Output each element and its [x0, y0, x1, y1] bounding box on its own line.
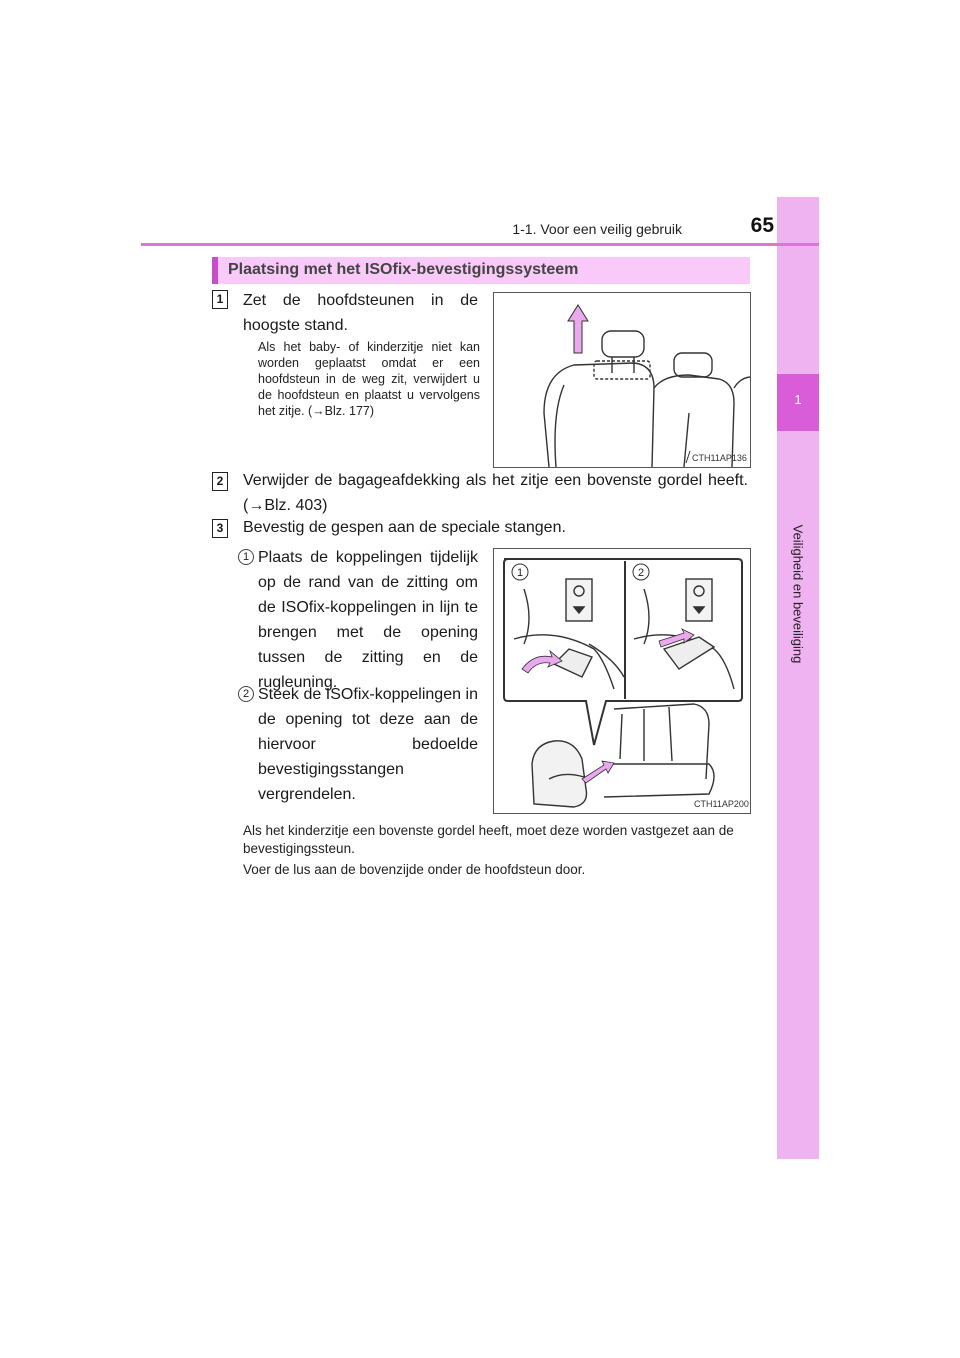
note-top-tether: Als het kinderzitje een bovenste gordel heeft, moet deze worden vastgezet aan de bevestigingssteun.	[243, 823, 734, 856]
step-number-1: 1	[212, 290, 228, 309]
substep-1-text: Plaats de koppelingen tijdelijk op de rand van de zitting om de ISOfix-koppelingen in lijn te brengen met de opening tussen de zitting en de rugleuning.	[258, 549, 478, 691]
header-rule	[141, 243, 819, 246]
isofix-illustration	[494, 549, 750, 813]
section-heading-text: Plaatsing met het ISOfix-bevestigingssysteem	[228, 261, 579, 278]
page-number: 65	[750, 214, 774, 237]
step-number-2: 2	[212, 472, 228, 491]
figure-isofix-attach	[493, 548, 751, 814]
step-3-text: Bevestig de gespen aan de speciale stangen.	[243, 519, 566, 536]
figure-1-code: CTH11AP136	[692, 453, 747, 463]
figure-2-code: CTH11AP200	[694, 799, 749, 809]
step-2-text: Verwijder de bagageafdekking als het zitje een bovenste gordel heeft. (→Blz. 403)	[243, 472, 748, 514]
figure-2-callout-1: 1	[516, 567, 524, 579]
section-heading	[212, 257, 750, 284]
step-1-text: Zet de hoofdsteunen in de hoogste stand.	[243, 292, 478, 334]
step-1-note: Als het baby- of kinderzitje niet kan worden geplaatst omdat er een hoofdsteun in de weg zit, verwijdert u de hoofdsteun en plaatst u vervolgens het zitje. (→Blz. 177)	[258, 340, 480, 418]
note-loop: Voer de lus aan de bovenzijde onder de hoofdsteun door.	[243, 862, 586, 877]
substep-number-2: 2	[238, 686, 254, 702]
up-arrow-icon	[568, 305, 588, 353]
chapter-number: 1	[794, 392, 802, 407]
seat-headrest-illustration	[494, 293, 750, 467]
header-section-title: 1-1. Voor een veilig gebruik	[512, 221, 682, 237]
chapter-label: Veiligheid en beveiliging	[790, 524, 806, 664]
insert-arrow-icon	[522, 651, 562, 673]
attach-arrow-icon	[582, 761, 614, 783]
substep-2-text: Steek de ISOfix-koppelingen in de opening tot deze aan de hiervoor bedoelde bevestigingsstangen vergrendelen.	[258, 686, 478, 803]
figure-raise-headrests	[493, 292, 751, 468]
substep-number-1: 1	[238, 549, 254, 565]
figure-2-callout-2: 2	[637, 567, 645, 579]
step-number-3: 3	[212, 519, 228, 538]
